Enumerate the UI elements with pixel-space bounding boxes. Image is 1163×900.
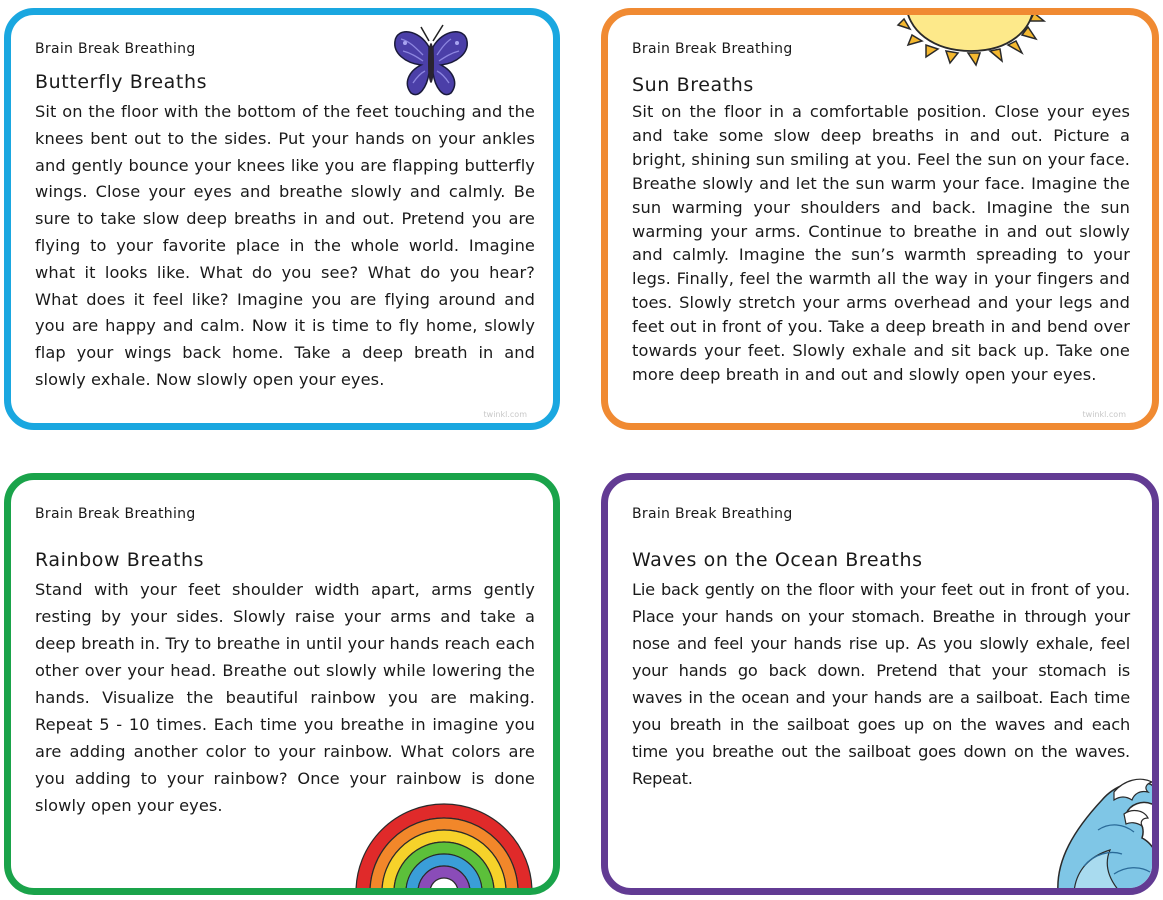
card-butterfly-breaths: [4, 8, 560, 430]
rainbow-icon: [354, 796, 534, 892]
card-title: Waves on the Ocean Breaths: [632, 549, 923, 571]
card-header: Brain Break Breathing: [632, 41, 793, 57]
butterfly-icon: [391, 21, 471, 101]
card-waves-on-the-ocean-breaths: [601, 473, 1159, 895]
wave-icon: [1054, 770, 1159, 892]
card-title: Sun Breaths: [632, 74, 754, 96]
card-sun-breaths: [601, 8, 1159, 430]
card-body: Lie back gently on the floor with your feet out in front of you. Place your hands on your stomach. Breathe in through your nose and feel your hands rise up. As you slowly exhale, feel your hands go back down. Pretend that your stomach is waves in the ocean and your hands are a sailboat. Each time you breath in the sailboat goes up on the waves and each time you breathe out the sailboat goes down on the waves. Repeat.: [632, 580, 1130, 788]
card-header: Brain Break Breathing: [632, 506, 793, 522]
card-header: Brain Break Breathing: [35, 506, 196, 522]
card-body: Sit on the floor with the bottom of the feet touching and the knees bent out to the sides. Put your hands on your ankles and gently bounce your knees like you are flapping butterfly wings. Close your eyes and breathe slowly and calmly. Be sure to take slow deep breaths in and out. Pretend you are flying to your favorite place in the whole world. Imagine what it looks like. What do you see? What do you hear? What does it feel like? Imagine you are flying around and you are happy and calm. Now it is time to fly home, slowly flap your wings back home. Take a deep breath in and slowly exhale. Now slowly open your eyes.: [35, 102, 535, 389]
card-title: Rainbow Breaths: [35, 549, 205, 571]
watermark: twinkl.com: [1082, 410, 1126, 419]
card-body: Stand with your feet shoulder width apart, arms gently resting by your sides. Slowly raise your arms and take a deep breath in. Try to breathe in until your hands reach each other over your head. Breathe out slowly while lowering the hands. Visualize the beautiful rainbow you are making. Repeat 5 - 10 times. Each time you breathe in imagine you are adding another color to your rainbow. What colors are you adding to your rainbow? Once your rainbow is done slowly open your eyes.: [35, 580, 535, 815]
card-title: Butterfly Breaths: [35, 71, 208, 93]
sun-icon: [896, 8, 1046, 77]
watermark: twinkl.com: [483, 410, 527, 419]
card-body: Sit on the floor in a comfortable position. Close your eyes and take some slow deep breaths in and out. Picture a bright, shining sun smiling at you. Feel the sun on your face. Breathe slowly and let the sun warm your face. Imagine the sun warming your shoulders and back. Imagine the sun warming your arms. Continue to breathe in and out slowly and calmly. Imagine the sun’s warmth spreading to your legs. Finally, feel the warmth all the way in your fingers and toes. Slowly stretch your arms overhead and your legs and feet out in front of you. Take a deep breath in and bend over towards your feet. Slowly exhale and sit back up. Take one more deep breath in and out and slowly open your eyes.: [632, 102, 1130, 384]
card-header: Brain Break Breathing: [35, 41, 196, 57]
card-rainbow-breaths: [4, 473, 560, 895]
